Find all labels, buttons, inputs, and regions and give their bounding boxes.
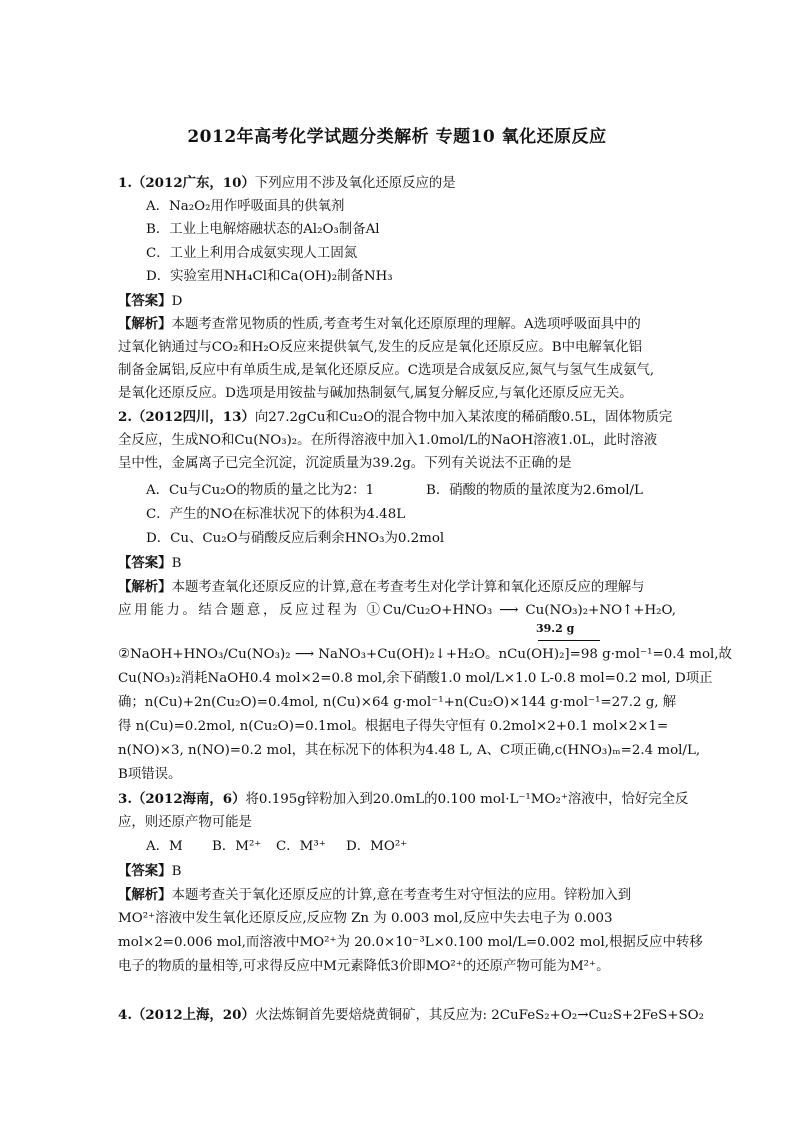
q3-analysis-line: MO²⁺溶液中发生氧化还原反应,反应物 Zn 为 0.003 mol,反应中失去电子为 0.003 — [118, 911, 613, 926]
q1-analysis-text: 本题考查常见物质的性质,考查考生对氧化还原原理的理解。A选项呼吸面具中的 — [171, 317, 641, 332]
question-3-head: 3.（2012海南，6） — [118, 791, 246, 807]
question-2-text: 向27.2gCu和Cu₂O的混合物中加入某浓度的稀硝酸0.5L，固体物质完 — [254, 410, 673, 425]
q2-analysis-line — [118, 576, 645, 599]
q2-analysis-line: 应用能力。结合题意，反应过程为 ①Cu/Cu₂O+HNO₃ ⟶ Cu(NO₃)₂+NO↑+H₂O, — [118, 603, 676, 618]
question-2-stem — [118, 406, 672, 429]
q2-analysis-line: 得 n(Cu)=0.2mol, n(Cu₂O)=0.1mol。根据电子得失守恒有 0.2mol×2+0.1 mol×2×1= — [118, 719, 669, 734]
q1-answer — [118, 290, 182, 313]
q3-answer-label: 【答案】 — [118, 863, 172, 879]
q3-option-d: D．MO²⁺ — [346, 839, 408, 854]
q3-analysis-text: 本题考查关于氧化还原反应的计算,意在考查考生对守恒法的应用。锌粉加入到 — [171, 888, 632, 903]
q1-option-b: B．工业上电解熔融状态的Al₂O₃制备Al — [146, 222, 380, 237]
q2-analysis-line: n(NO)×3, n(NO)=0.2 mol，其在标况下的体积为4.48 L, A、C项正确,c(HNO₃)ₘ=2.4 mol/L, — [118, 743, 701, 758]
question-1-stem — [118, 172, 456, 195]
q2-analysis-text: 本题考查氧化还原反应的计算,意在考查考生对化学计算和氧化还原反应的理解与 — [171, 580, 645, 595]
q2-option-a: A．Cu与Cu₂O的物质的量之比为2：1 — [146, 483, 375, 498]
q3-option-a: A．M — [146, 839, 183, 854]
q2-option-b: B．硝酸的物质的量浓度为2.6mol/L — [426, 483, 643, 498]
question-3-text: 应，则还原产物可能是 — [118, 815, 252, 830]
q2-answer — [118, 552, 181, 575]
fraction-bar — [538, 640, 600, 641]
question-4-head: 4.（2012上海，20） — [118, 1007, 255, 1023]
question-3-stem — [118, 788, 688, 811]
q2-analysis-label: 【解析】 — [118, 579, 172, 595]
q2-analysis-line: B项错误。 — [118, 767, 182, 782]
question-4-text: 火法炼铜首先要焙烧黄铜矿，其反应为: 2CuFeS₂+O₂→Cu₂S+2FeS+SO₂ — [254, 1008, 704, 1023]
q1-analysis-text: 是氧化还原反应。D选项是用铵盐与碱加热制氨气,属复分解反应,与氧化还原反应无关。 — [118, 386, 633, 401]
q3-option-b: B．M²⁺ — [212, 839, 262, 854]
q1-analysis-line — [118, 383, 633, 405]
question-1-text: 下列应用不涉及氧化还原反应的是 — [254, 176, 456, 191]
question-3-text: 将0.195g锌粉加入到20.0mL的0.100 mol·L⁻¹MO₂⁺溶液中，恰好完全反 — [245, 792, 689, 807]
question-2-text: 呈中性，金属离子已完全沉淀，沉淀质量为39.2g。下列有关说法不正确的是 — [118, 456, 572, 471]
page-title: 2012年高考化学试题分类解析 专题10 氧化还原反应 — [187, 127, 607, 147]
q3-analysis-line — [118, 884, 631, 907]
q2-analysis-line: ②NaOH+HNO₃/Cu(NO₃)₂ ⟶ NaNO₃+Cu(OH)₂↓+H₂O。nCu(OH)₂]=98 g·mol⁻¹=0.4 mol,故 — [118, 647, 732, 662]
q1-analysis-line — [118, 313, 641, 336]
q2-option-d: D．Cu、Cu₂O与硝酸反应后剩余HNO₃为0.2mol — [146, 531, 445, 546]
question-2-text: 全反应，生成NO和Cu(NO₃)₂。在所得溶液中加入1.0mol/L的NaOH溶液1.0L，此时溶液 — [118, 433, 658, 448]
question-1-head: 1.（2012广东，10） — [118, 175, 255, 191]
q1-answer-value: D — [171, 294, 183, 309]
q2-answer-label: 【答案】 — [118, 555, 172, 571]
q2-analysis-line: Cu(NO₃)₂消耗NaOH0.4 mol×2=0.8 mol,余下硝酸1.0 mol/L×1.0 L-0.8 mol=0.2 mol, D项正 — [118, 671, 713, 686]
q1-option-d: D．实验室用NH₄Cl和Ca(OH)₂制备NH₃ — [146, 269, 393, 284]
q3-option-c: C．M³⁺ — [276, 839, 326, 854]
q2-option-c: C．产生的NO在标准状况下的体积为4.48L — [146, 507, 406, 522]
question-2-head: 2.（2012四川，13） — [118, 409, 255, 425]
q1-analysis-line: 过氧化钠通过与CO₂和H₂O反应来提供氧气,发生的反应是氧化还原反应。B中电解氧化铝 — [118, 340, 642, 355]
q3-analysis-line: 电子的物质的量相等,可求得反应中M元素降低3价即MO²⁺的还原产物可能为M²⁺。 — [118, 959, 610, 974]
q1-answer-label: 【答案】 — [118, 293, 172, 309]
q2-analysis-line: 确；n(Cu)+2n(Cu₂O)=0.4mol, n(Cu)×64 g·mol⁻¹+n(Cu₂O)×144 g·mol⁻¹=27.2 g, 解 — [118, 695, 677, 710]
q1-analysis-label: 【解析】 — [118, 316, 172, 332]
q2-answer-value: B — [171, 556, 182, 571]
q1-option-c: C．工业上利用合成氨实现人工固氮 — [146, 246, 358, 261]
q3-analysis-label: 【解析】 — [118, 887, 172, 903]
q1-analysis-line: 制备金属铝,反应中有单质生成,是氧化还原反应。C选项是合成氨反应,氮气与氢气生成氨气, — [118, 363, 655, 378]
fraction-numerator: 39.2 g — [536, 622, 575, 635]
q1-option-a: A．Na₂O₂用作呼吸面具的供氧剂 — [146, 199, 345, 214]
q3-analysis-line: mol×2=0.006 mol,而溶液中MO²⁺为 20.0×10⁻³L×0.100 mol/L=0.002 mol,根据反应中转移 — [118, 935, 703, 950]
question-4-stem — [118, 1004, 704, 1027]
q3-answer-value: B — [171, 864, 182, 879]
q3-answer — [118, 860, 181, 883]
